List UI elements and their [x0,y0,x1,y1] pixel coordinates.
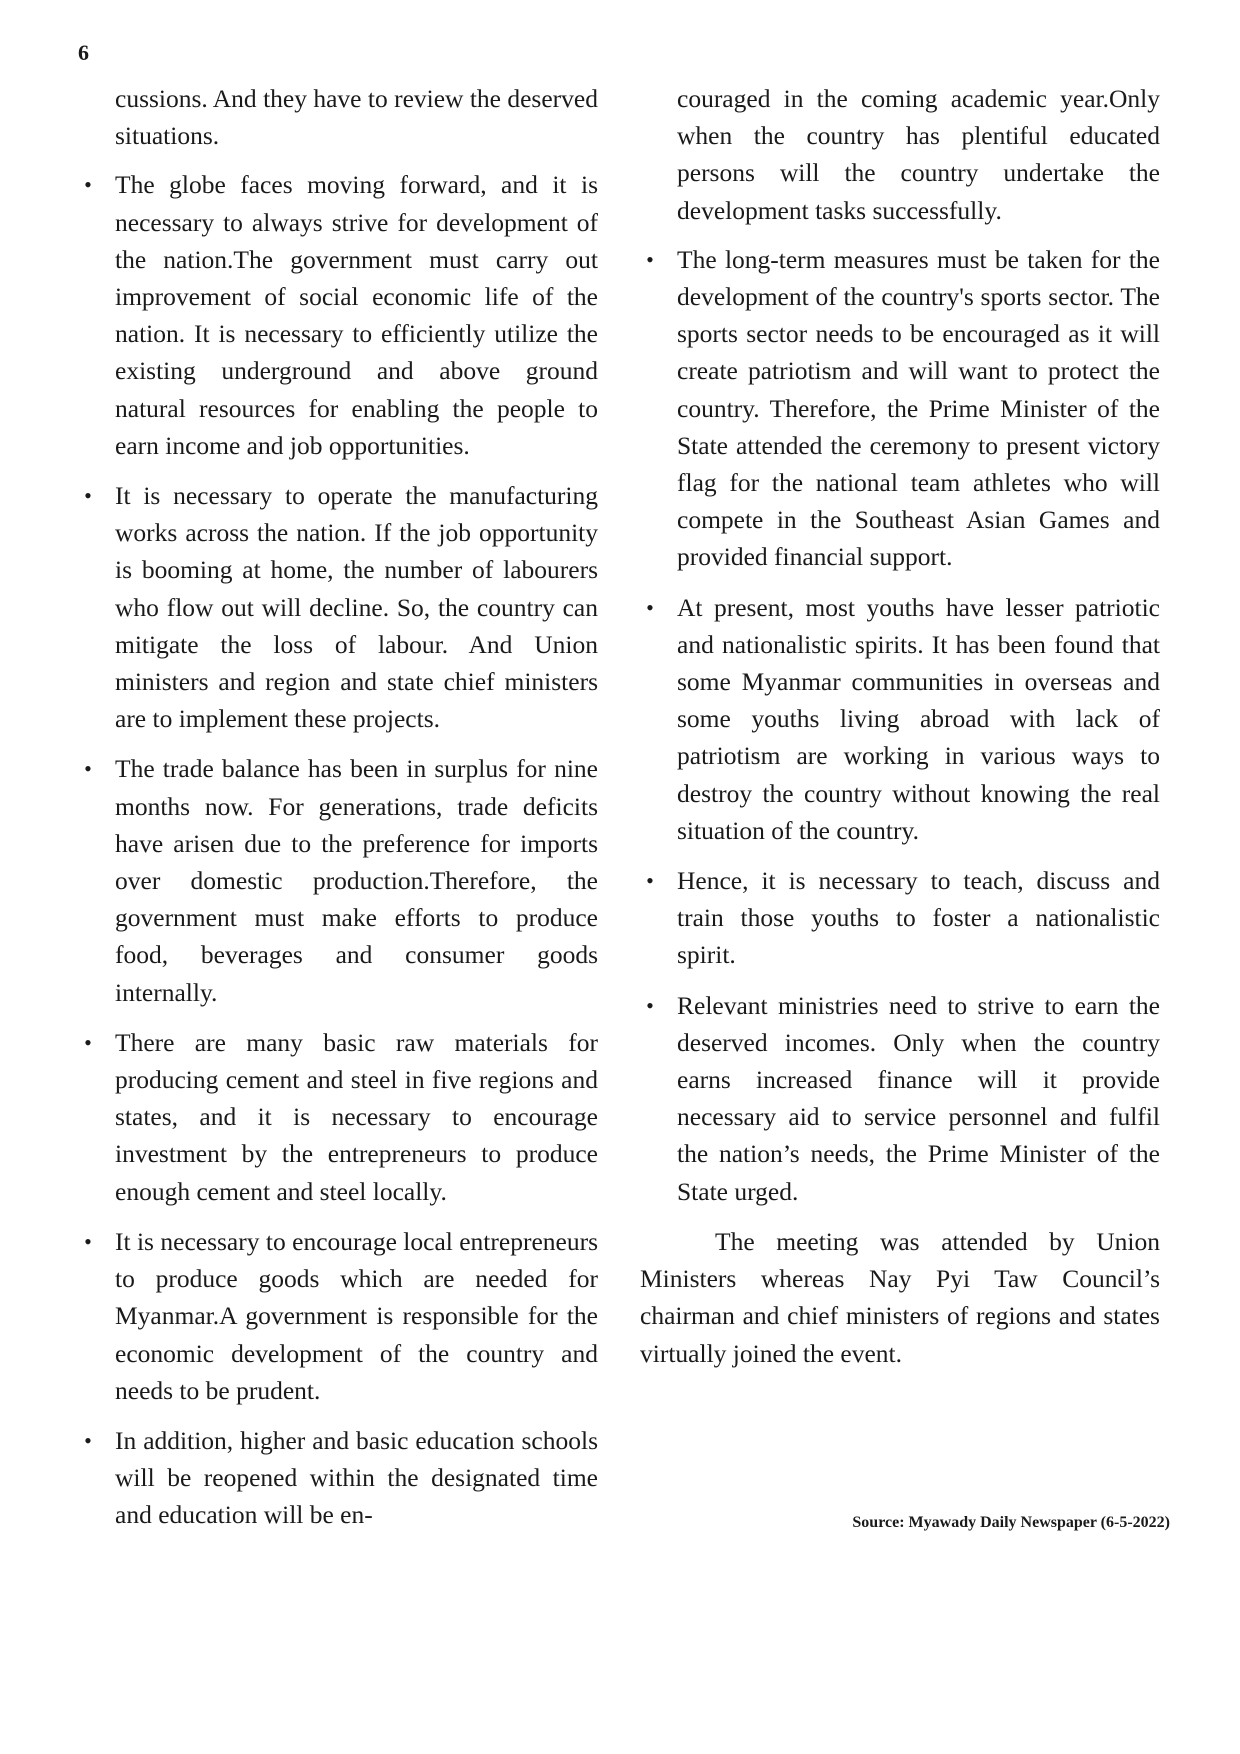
bullet-text: In addition, higher and basic education schools will be reopened within the designated time and education will be en- [115,1425,598,1530]
bullet-item [640,241,1160,576]
bullet-icon: • [84,1228,92,1254]
bullet-icon: • [84,1029,92,1055]
bullet-text: It is necessary to operate the manufacturing works across the nation. If the job opportunity is booming at home, the number of labourers who flow out will decline. So, the country can mitigate the loss of labour. And Union ministers and region and state chief ministers are to implement these projects. [115,481,598,734]
bullet-text: The trade balance has been in surplus for nine months now. For generations, trade deficits have arisen due to the preference for imports over domestic production.Therefore, the government must make efforts to produce food, beverages and consumer goods internally. [115,754,598,1007]
source-citation: Source: Myawady Daily Newspaper (6-5-2022) [852,1514,1170,1531]
bullet-item [640,589,1160,849]
bullet-item [78,1223,598,1409]
bullet-text: Relevant ministries need to strive to earn the deserved incomes. Only when the country earns increased finance will it provide necessary aid to service personnel and fulfil the nation’s needs, the Prime Minister of the State urged. [677,990,1160,1206]
bullet-item [78,477,598,737]
continued-paragraph: cussions. And they have to review the deserved situations. [115,84,598,151]
bullet-icon: • [646,868,654,894]
bullet-icon: • [84,483,92,509]
bullet-item [78,1024,598,1210]
bullet-icon: • [646,246,654,272]
bullet-icon: • [84,756,92,782]
closing-paragraph: The meeting was attended by Union Ministers whereas Nay Pyi Taw Council’s chairman and chief ministers of regions and states virtually joined the event. [640,1226,1160,1368]
right-column [640,80,1160,1372]
bullet-text: It is necessary to encourage local entrepreneurs to produce goods which are needed for Myanmar.A government is responsible for the economic development of the country and needs to be prudent. [115,1226,598,1405]
bullet-item [78,750,598,1010]
bullet-item [640,987,1160,1210]
bullet-item [640,862,1160,974]
bullet-icon: • [84,172,92,198]
bullet-text: At present, most youths have lesser patriotic and nationalistic spirits. It has been found that some Myanmar communities in overseas and some youths living abroad with lack of patriotism are working in various ways to destroy the country without knowing the real situation of the country. [677,592,1160,845]
continued-paragraph: couraged in the coming academic year.Only when the country has plentiful educated persons will the country undertake the development tasks successfully. [677,84,1160,225]
bullet-icon: • [84,1427,92,1453]
bullet-text: The globe faces moving forward, and it is necessary to always strive for development of the nation.The government must carry out improvement of social economic life of the nation. It is necessary to efficiently utilize the existing underground and above ground natural resources for enabling the people to earn income and job opportunities. [115,170,598,460]
bullet-text: The long-term measures must be taken for the development of the country's sports sector. The sports sector needs to be encouraged as it will create patriotism and will want to protect the country. Therefore, the Prime Minister of the State attended the ceremony to present victory flag for the national team athletes who will compete in the Southeast Asian Games and provided financial support. [677,244,1160,572]
left-column [78,80,598,1547]
bullet-icon: • [646,594,654,620]
bullet-icon: • [646,992,654,1018]
bullet-item [78,166,598,464]
bullet-item [78,1422,598,1534]
bullet-text: Hence, it is necessary to teach, discuss and train those youths to foster a nationalistic spirit. [677,866,1160,970]
page-number: 6 [78,40,89,65]
bullet-text: There are many basic raw materials for producing cement and steel in five regions and states, and it is necessary to encourage investment by the entrepreneurs to produce enough cement and steel locally. [115,1027,598,1206]
